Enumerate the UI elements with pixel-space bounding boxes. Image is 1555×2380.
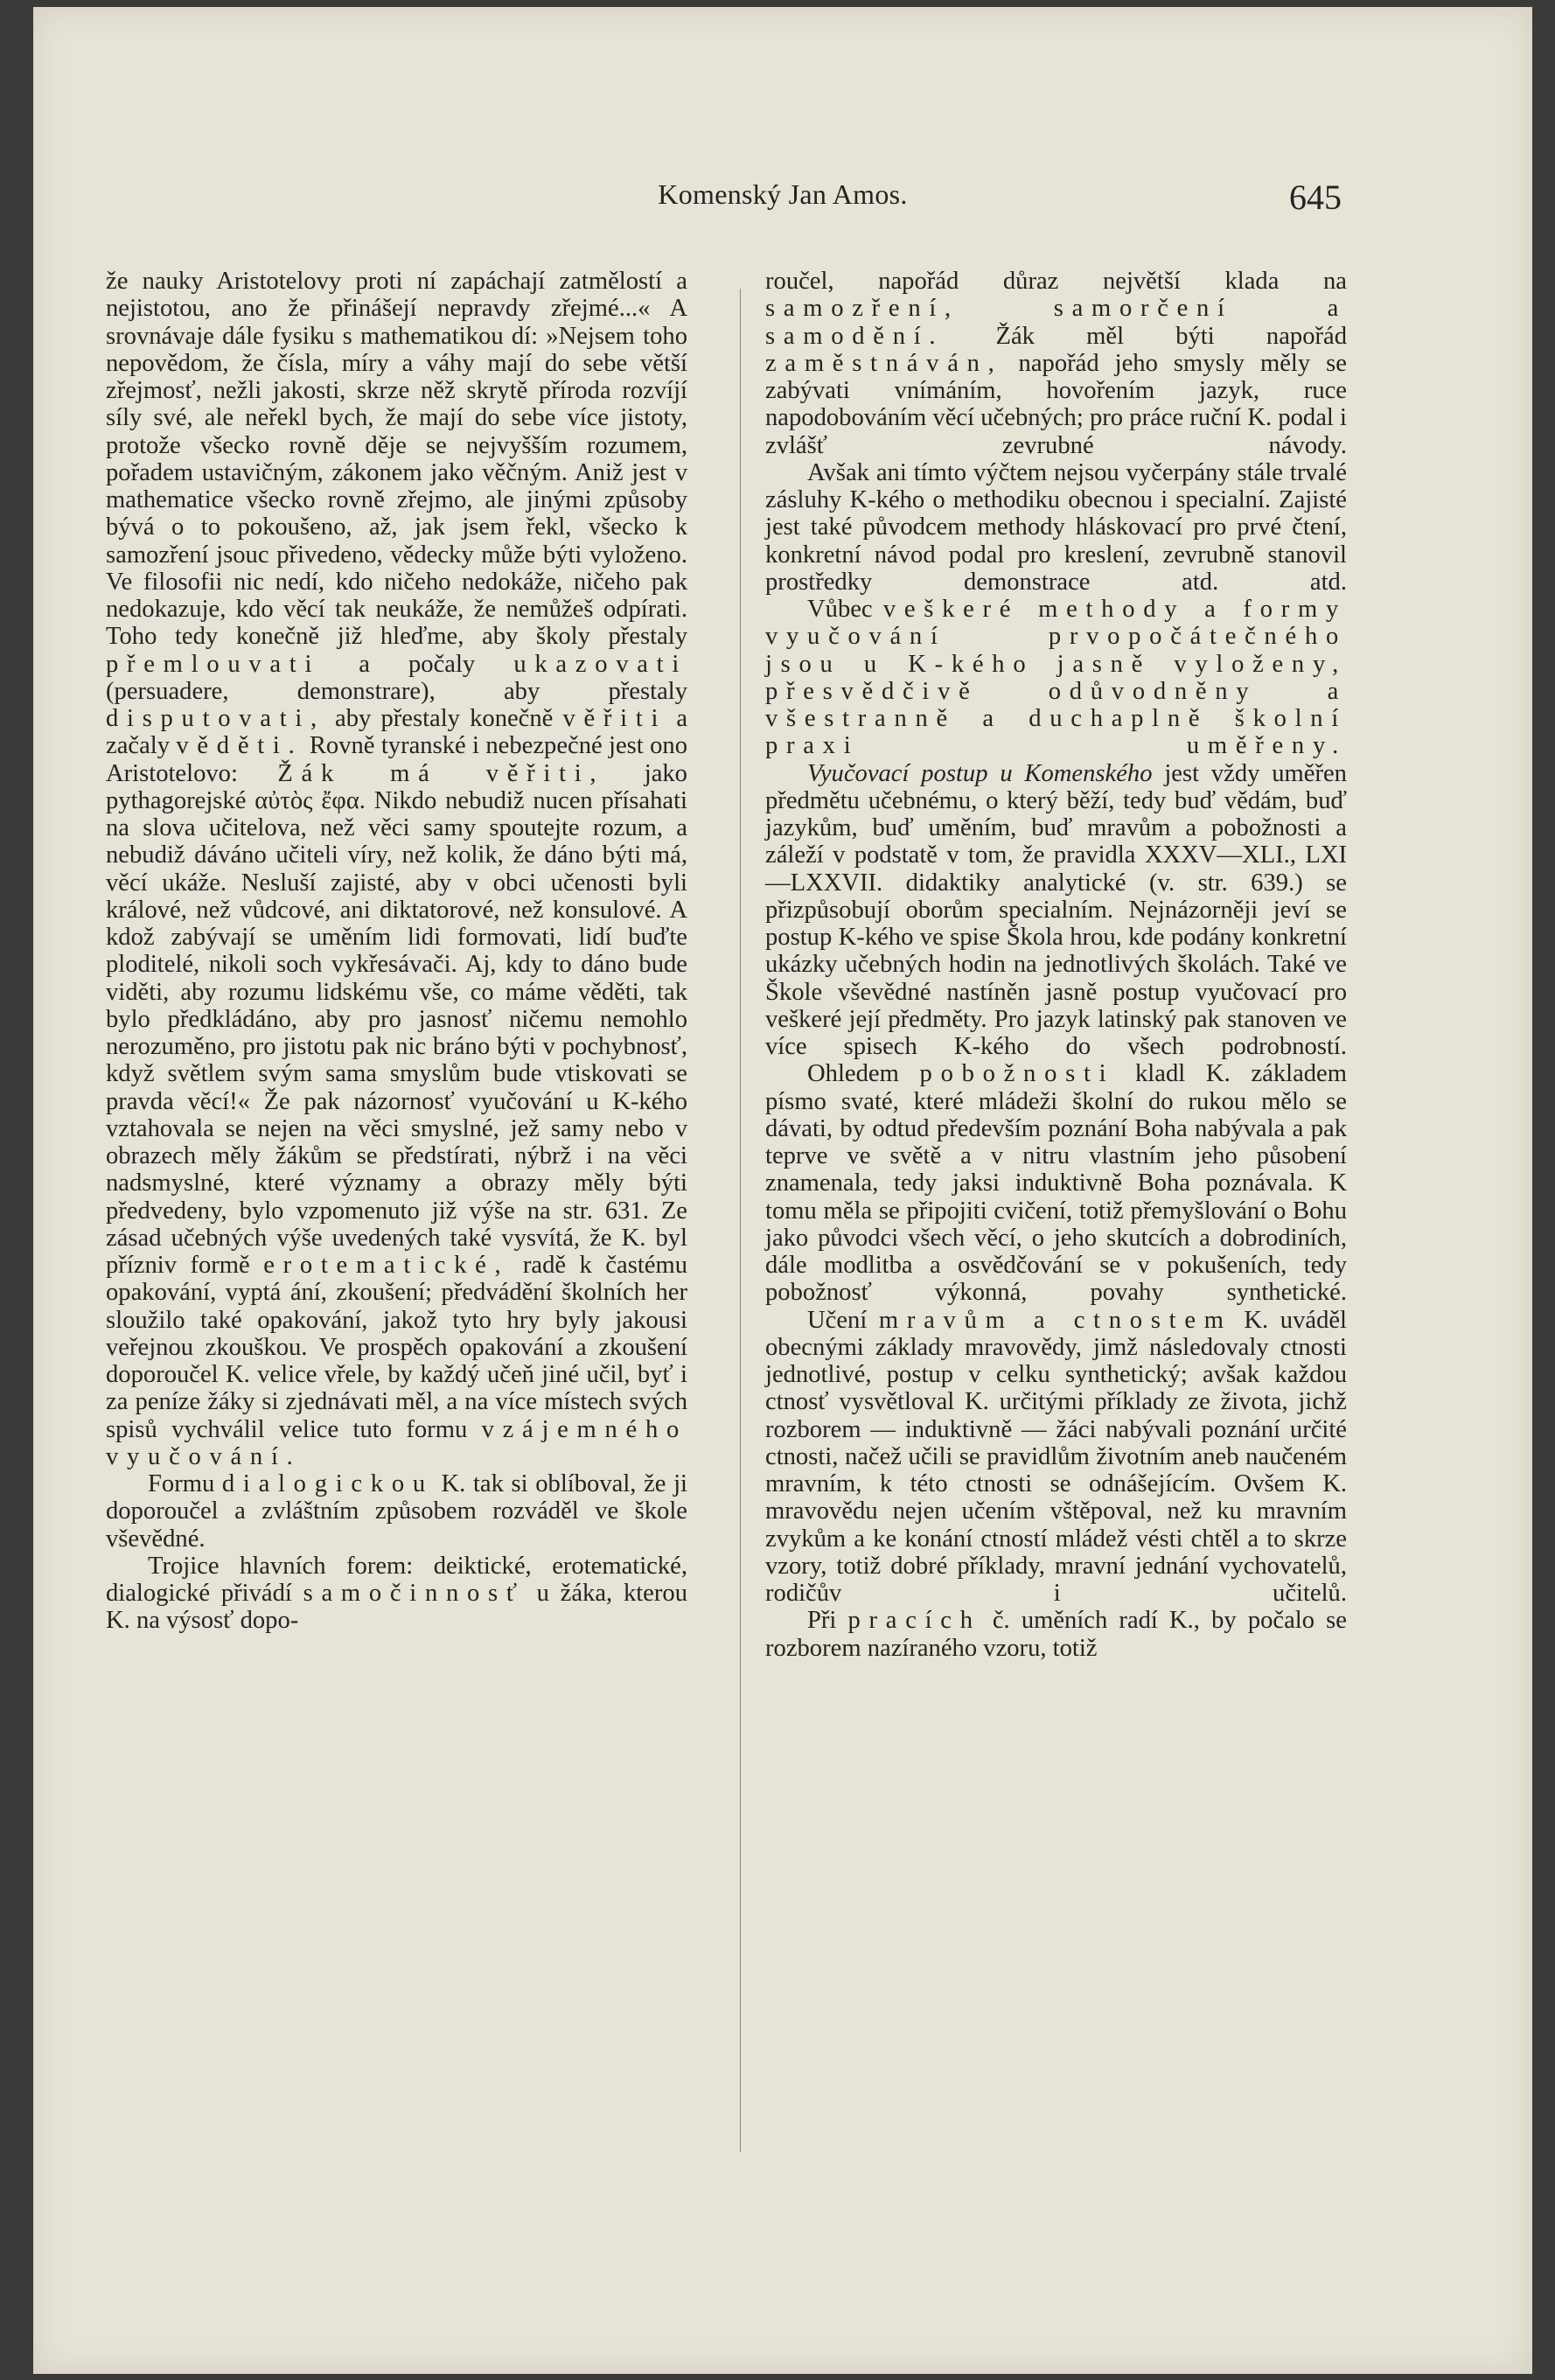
page-header [33,178,1532,220]
spaced-emphasis: veškeré methody a formy vyučování prvopočátečného jsou u K-kého jasně vyloženy, přesvědčivě odůvodněny a všestranně a duchaplně školní praxi uměřeny. [765,596,1347,760]
spaced-emphasis: přemlouvati [106,650,321,678]
spaced-emphasis: ukazovati [513,650,687,678]
spaced-emphasis: erotematické, [263,1252,510,1279]
text-run: K. uváděl obecnými základy mravovědy, jimž následovaly ctnosti jednotlivé, postup v celku synthetický; avšak každou ctnosť vysvětloval K. určitými příklady ze života, jichž rozborem — induktivně — žáci nabývali poznání určité ctnosti, načež učili se pravidlům životním aneb naučeném mravním, k této ctnosti se odnášejícím. Ovšem K. mravovědu nejen učením vštěpoval, než ku mravním zvykům a ke konání ctností mládež vésti chtěl a to skrze vzory, totiž dobré příklady, mravní jednání vychovatelů, rodičův i učitelů. [765,1306,1348,1607]
spaced-emphasis: vzájemného vyučování. [106,1415,687,1470]
spaced-emphasis: věřiti [562,705,667,732]
spaced-emphasis: samočinnosť [303,1580,526,1607]
right-column [765,268,1347,1662]
spaced-emphasis: disputovati, [106,705,325,732]
paragraph [765,1307,1347,1608]
text-run: a počaly [320,650,514,678]
text-run: a začaly [106,705,688,760]
paragraph [765,1060,1347,1306]
text-run: Při [807,1607,848,1635]
spaced-emphasis: Žák má věřiti, [277,759,605,787]
spaced-emphasis: mravům a ctnostem [878,1306,1232,1334]
text-run: (persuadere, demonstrare), aby přestaly [106,677,687,705]
text-run: Avšak ani tímto výčtem nejsou vyčerpány stále trvalé zásluhy K-kého o methodiku obecnou i specialní. Zajisté jest také původcem methody hláskovací pro prvé čtení, konkretní návod podal pro kreslení, zevrubně stanovil prostředky demonstrace atd. atd. [765,458,1347,596]
paragraph [765,596,1347,760]
running-title: Komenský Jan Amos. [658,178,908,210]
text-run: Formu [148,1470,222,1497]
spaced-emphasis: samozření, samorčení a samodění. [765,295,1347,350]
text-run: Trojice hlavních forem: deiktické, erotematické, dialogické přivádí [106,1552,687,1607]
spaced-emphasis: pracích [847,1607,981,1635]
column-divider [740,289,741,2152]
spaced-emphasis: zaměstnáván, [765,349,1003,377]
left-column [106,268,687,1635]
text-run: jako pythagorejské αὐτὸς ἔφα. Nikdo nebudiž nucen přísahati na slova učitelova, než věci samy spoutejte rozum, a nebudiž dáváno učiteli víry, než kolik, že dáno býti má, věcí ukáže. Nesluší zajisté, aby v obci učenosti byli králové, než vůdcové, ani diktatorové, než konsulové. A kdož zabývají se uměním lidi formovati, lidí buďte ploditelé, nikoli soch vykřesávači. Aj, kdy to dáno bude viděti, aby rozumu lidskému vše, co máme věděti, tak bylo předkládáno, aby pro jasnosť ničemu nemohlo nerozuměno, pro jistotu pak nic bráno býti v pochybnosť, když světlem svým sama smyslům bude vtiskovati se pravda věcí!« Že pak názornosť vyučování u K-kého vztahovala se nejen na věci smyslné, jež samy nebo v obrazech měly žákům se předstírati, nýbrž i na věci nadsmyslné, které významy a obrazy měly býti předvedeny, bylo vzpomenuto již výše na str. 631. Ze zásad učebných výše uvedených také vysvítá, že K. byl přízniv formě [106,759,687,1279]
text-run: K. tak si oblíboval, že ji doporoučel a zvláštním způsobem rozváděl ve škole vševědné. [106,1470,687,1553]
text-run: napořád jeho smysly měly se zabývati vnímáním, hovořením jazyk, ruce napodobováním věcí učebných; pro práce ruční K. podal i zvlášť zevrubné návody. [765,349,1347,459]
spaced-emphasis: dialogickou [221,1470,434,1497]
spaced-emphasis: věděti. [176,732,303,760]
paragraph [765,1607,1347,1662]
text-run: jest vždy uměřen předmětu učebnému, o který běží, tedy buď vědám, buď jazykům, buď uměním, buď mravům a pobožnosti a záleží v podstatě v tom, že pravidla XXXV—XLI., LXI—LXXVII. didaktiky analytické (v. str. 639.) se přizpůsobují oborům specialním. Nejnázorněji jeví se postup K-kého ve spise Škola hrou, kde podány konkretní ukázky učebných hodin na jednotlivých školách. Také ve Škole vševědné nastíněn jasně postup vyučovací pro veškeré její předměty. Pro jazyk latinský pak stanoven ve více spisech K-kého do všech podrobností. [765,759,1347,1060]
text-run: Žák měl býti napořád [944,322,1347,350]
text-run: Vůbec [807,596,883,623]
text-run: roučel, napořád důraz největší klada na [765,268,1347,295]
paragraph [106,1470,687,1553]
paragraph [765,760,1347,1061]
paragraph [765,268,1347,459]
paragraph [765,459,1347,596]
page-number: 645 [1289,178,1342,217]
text-run: č. uměních radí K., by počalo se rozborem nazíraného vzoru, totiž [765,1607,1347,1662]
text-run: že nauky Aristotelovy proti ní zapáchají zatmělostí a nejistotou, ano že přinášejí nepravdy zřejmé...« A srovnávaje dále fysiku s mathematikou dí: »Nejsem toho nepovědom, že čísla, míry a váhy mají do sebe větší zřejmosť, nežli jakosti, skrze něž skrytě příroda rozvíjí síly své, ale neřekl bych, že mají do sebe více jistoty, protože všecko rovně děje se nejvyšším rozumem, pořadem ustavičným, zákonem jako věčným. Aniž jest v mathematice všecko rovně zřejmo, ale jinými způsoby bývá o to pokoušeno, až, jak jsem řekl, všecko k samozření jsouc přivedeno, vědecky může býti vyloženo. Ve filosofii nic nedí, kdo ničeho nedokáže, ničeho pak nedokazuje, kdo věcí tak neukáže, že nemůžeš odpírati. Toho tedy konečně již hleďme, aby školy přestaly [106,268,687,651]
text-run: radě k častému opakování, vyptá ání, zkoušení; předvádění školních her sloužilo také opakování, jakož tyto hry byly jakousi veřejnou zkouškou. Ve prospěch opakování a zkoušení doporoučel K. velice vřele, by každý učeň jiné učil, byť i za peníze žáky si zjednávati měl, a na více místech svých spisů vychválil velice tuto formu [106,1252,687,1443]
paragraph [106,268,687,1470]
text-run: aby přestaly konečně [324,705,563,732]
italic-emphasis: Vyučovací postup u Komenského [807,759,1153,787]
book-page [33,7,1532,2374]
text-run: Ohledem [807,1060,920,1088]
text-run: Rovně tyranské i nebezpečné jest ono Aristotelovo: [106,732,688,787]
text-run: kladl K. základem písmo svaté, které mládeži školní do rukou mělo se dávati, by odtud především poznání Boha nabývala a pak teprve ve světě a v nitru vlastním jeho působení znamenala, tedy jaksi induktivně Boha poznávala. K tomu měla se připojiti cvičení, totiž přemyšlování o Bohu jako původci všech věcí, o jeho skutcích a dobrodiních, dále modlitba a osvědčování se v pokušeních, tedy pobožnosť výkonná, povahy synthetické. [765,1060,1347,1307]
text-run: u žáka, kterou K. na výsosť dopo- [106,1580,687,1635]
text-run: Učení [807,1306,879,1334]
paragraph [106,1553,687,1635]
spaced-emphasis: pobožnosti [919,1060,1115,1088]
